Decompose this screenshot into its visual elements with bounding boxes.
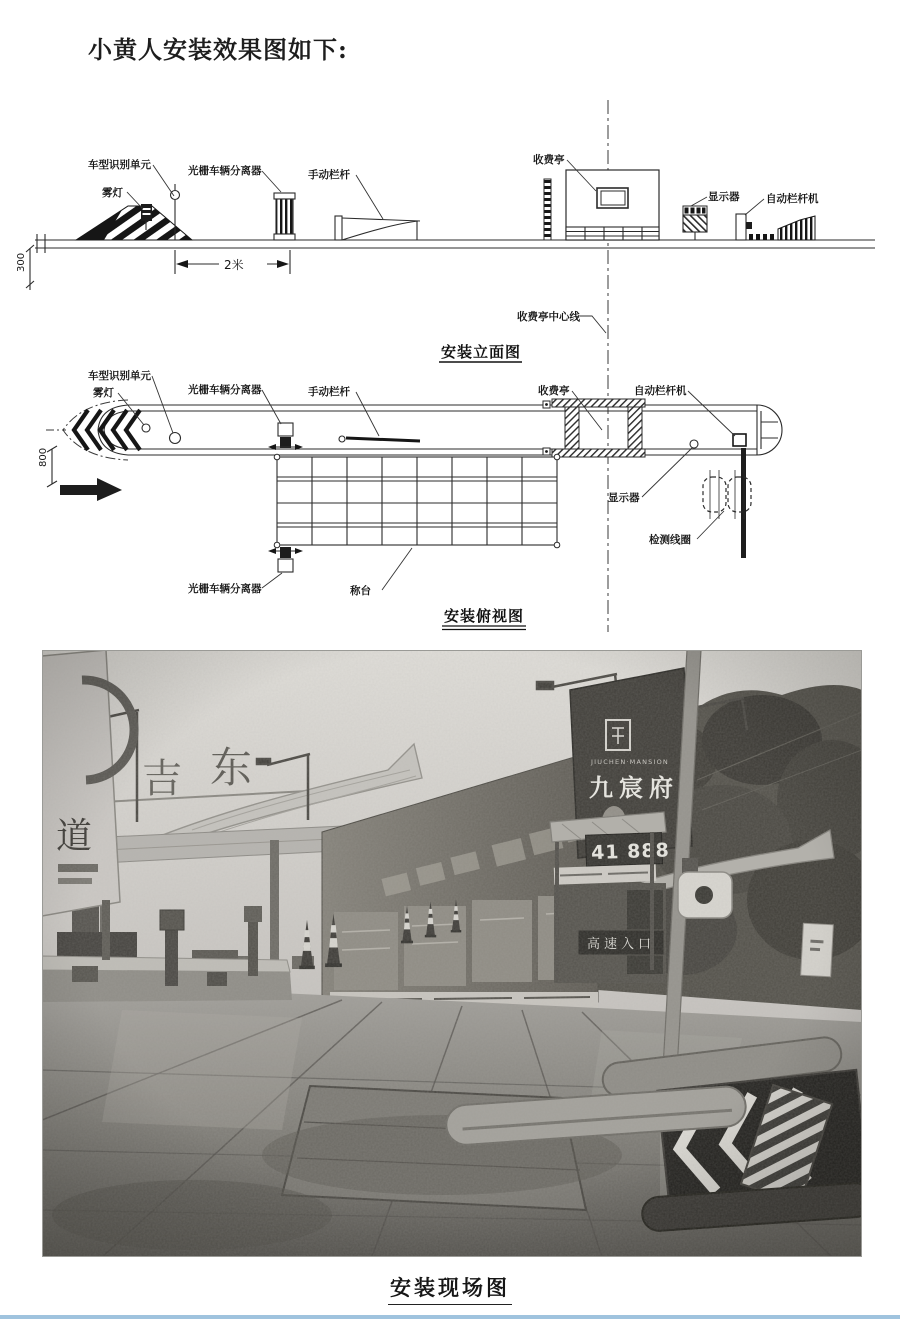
toll-booth bbox=[566, 170, 659, 240]
plan-manual-barrier bbox=[339, 436, 420, 442]
dimension-2m-label: 2米 bbox=[224, 258, 244, 272]
vehicle-type-unit-leader bbox=[153, 165, 174, 196]
grating-separator-leader bbox=[262, 171, 281, 192]
svg-text:安装俯视图: 安装俯视图 bbox=[444, 607, 525, 625]
right-ramp bbox=[749, 216, 815, 240]
dimension-300-label: 300 bbox=[16, 252, 27, 272]
vehicle-type-unit-label: 车型识别单元 bbox=[88, 159, 151, 171]
island-outline bbox=[46, 400, 782, 460]
auto-barrier-leader bbox=[745, 199, 764, 215]
manual-barrier bbox=[335, 216, 420, 240]
plan-vehicle-type-unit-label: 车型识别单元 bbox=[88, 370, 151, 382]
installation-drawings bbox=[0, 85, 900, 650]
plan-manual-barrier-label: 手动栏杆 bbox=[308, 386, 350, 398]
dimension-300 bbox=[16, 245, 34, 290]
toll-booth-label: 收费亭 bbox=[533, 154, 565, 166]
display-sign bbox=[683, 206, 707, 240]
plan-grating-separator-bottom bbox=[268, 547, 303, 572]
plan-toll-booth bbox=[543, 399, 645, 457]
weigh-platform-leader bbox=[382, 548, 412, 590]
plan-display-label: 显示器 bbox=[608, 492, 640, 504]
svg-text:安装立面图: 安装立面图 bbox=[441, 343, 522, 361]
booth-centerline-label: 收费亭中心线 bbox=[517, 311, 580, 323]
plan-auto-barrier-leader bbox=[688, 391, 735, 436]
plan-barrier-arm bbox=[741, 448, 746, 558]
display-leader bbox=[691, 197, 707, 206]
plan-toll-booth-label: 收费亭 bbox=[538, 385, 570, 397]
island-chevrons bbox=[74, 410, 140, 450]
grating-separator bbox=[274, 193, 295, 240]
plan-fog-lamp-label: 雾灯 bbox=[93, 387, 114, 399]
scan-edge-line bbox=[0, 1315, 900, 1319]
elevation-caption bbox=[439, 343, 522, 362]
detection-coil bbox=[703, 470, 751, 519]
photo-vignette bbox=[42, 650, 862, 1257]
weigh-platform-label: 称台 bbox=[350, 585, 371, 597]
manual-barrier-leader bbox=[356, 175, 383, 219]
dimension-800-label: 800 bbox=[38, 447, 49, 467]
auto-barrier-label: 自动栏杆机 bbox=[766, 193, 819, 205]
plan-grating-separator-top-leader bbox=[262, 390, 281, 424]
plan-view bbox=[38, 369, 782, 630]
detection-coil-label: 检测线圈 bbox=[649, 534, 691, 546]
plan-caption bbox=[442, 607, 526, 630]
site-photo bbox=[42, 650, 862, 1257]
plan-vehicle-type-unit bbox=[170, 433, 181, 444]
plan-grating-separator-top bbox=[268, 423, 303, 450]
elevation-view bbox=[16, 153, 875, 362]
weigh-platform bbox=[274, 454, 560, 548]
booth-centerline-leader bbox=[580, 316, 606, 333]
manual-barrier-label: 手动栏杆 bbox=[308, 169, 350, 181]
plan-auto-barrier-label: 自动栏杆机 bbox=[634, 385, 687, 397]
grating-separator-label: 光栅车辆分离器 bbox=[188, 165, 262, 177]
plan-grating-separator-top-label: 光栅车辆分离器 bbox=[188, 384, 262, 396]
plan-fog-lamp bbox=[142, 424, 150, 432]
page-title: 小黄人安装效果图如下: bbox=[88, 35, 348, 64]
fog-lamp-label: 雾灯 bbox=[102, 187, 123, 199]
dimension-800 bbox=[38, 446, 57, 487]
striped-post bbox=[544, 179, 551, 240]
plan-grating-separator-bottom-leader bbox=[262, 573, 282, 588]
plan-display bbox=[690, 440, 698, 448]
site-photo-caption-text: 安装现场图 bbox=[388, 1272, 512, 1305]
dimension-2m bbox=[175, 250, 290, 274]
plan-manual-barrier-leader bbox=[356, 392, 379, 436]
direction-arrow bbox=[60, 478, 122, 501]
detection-coil-leader bbox=[697, 511, 724, 539]
display-label: 显示器 bbox=[708, 191, 740, 203]
site-photo-caption bbox=[0, 1272, 900, 1305]
plan-grating-separator-bottom-label: 光栅车辆分离器 bbox=[188, 583, 262, 595]
